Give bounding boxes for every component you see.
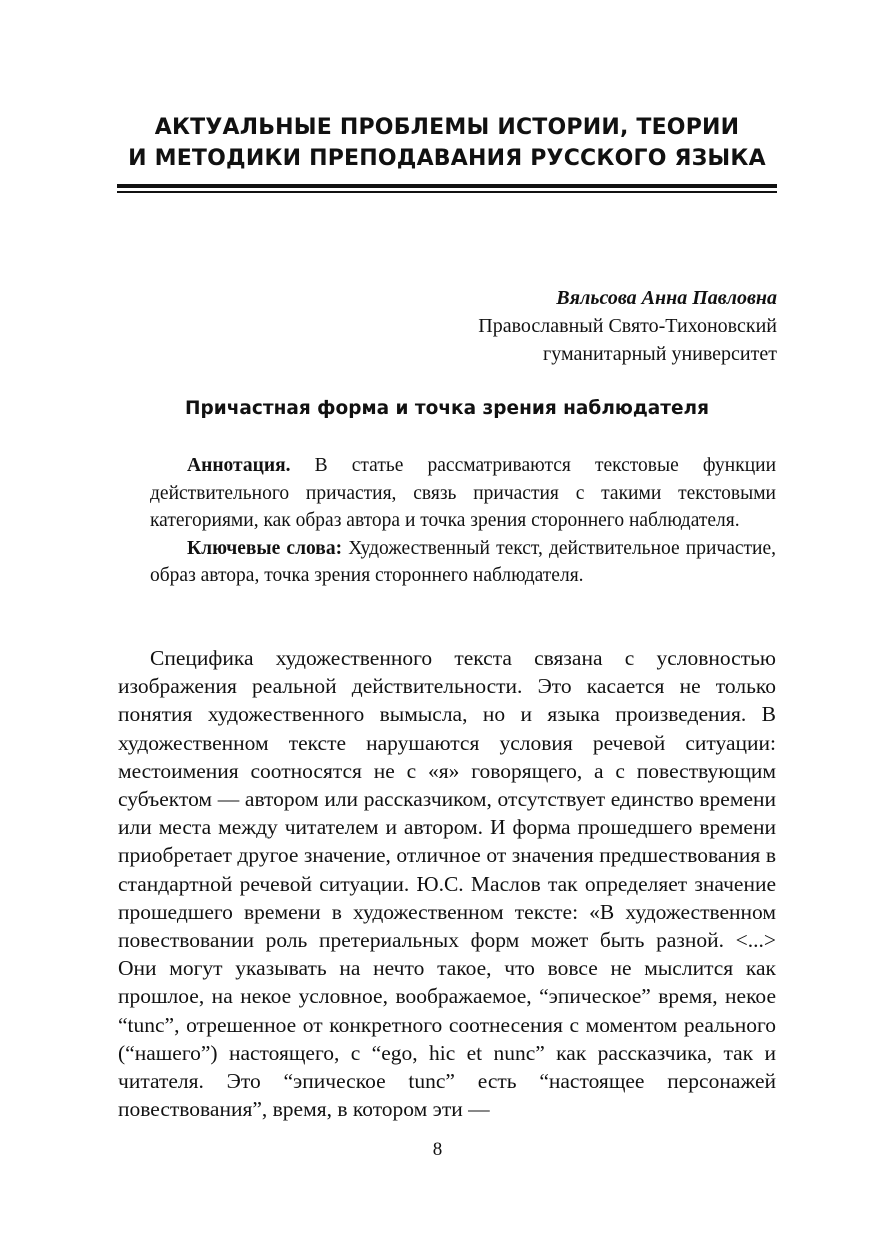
section-header-line-1: АКТУАЛЬНЫЕ ПРОБЛЕМЫ ИСТОРИИ, ТЕОРИИ — [154, 115, 740, 140]
header-rule-thick — [117, 184, 777, 188]
author-block — [277, 284, 777, 368]
body-paragraph-1: Специфика художественного текста связана с условностью изображения реальной действительности. Это касается не только понятия художественного вымысла, но и языка произведения. В художественном тексте нарушаются условия речевой ситуации: местоимения соотносятся не с «я» говорящего, а с повествующим субъектом — автором или рассказчиком, отсутствует единство времени или места между читателем и автором. И форма прошедшего времени приобретает другое значение, отличное от значения предшествования в стандартной речевой ситуации. Ю.С. Маслов так определяет значение прошедшего времени в художественном тексте: «В художественном повествовании роль претериальных форм может быть разной. <...> Они могут указывать на нечто такое, что вовсе не мыслится как прошлое, на некое условное, воображаемое, “эпическое” время, некое “tunc”, отрешенное от конкретного соотнесения с моментом реального (“нашего”) настоящего, с “ego, hic et nunc” как рассказчика, так и читателя. Это “эпическое tunc” есть “настоящее персонажей повествования”, время, в котором эти — — [118, 646, 776, 1122]
abstract-label: Аннотация. — [187, 455, 291, 476]
keywords-label: Ключевые слова: — [187, 537, 343, 559]
author-affiliation-line-1: Православный Свято-Тихоновский — [478, 315, 777, 337]
abstract-paragraph — [150, 452, 776, 535]
section-header — [118, 112, 776, 174]
body-text — [118, 644, 776, 1123]
article-title: Причастная форма и точка зрения наблюдателя — [185, 398, 709, 419]
page-number: 8 — [432, 1139, 443, 1160]
keywords-paragraph — [150, 535, 776, 590]
author-affiliation-line-2: гуманитарный университет — [543, 343, 777, 365]
header-rule-thin — [117, 191, 777, 193]
abstract-block — [150, 452, 776, 590]
abstract-text: В статье рассматриваются текстовые функции действительного причастия, связь причастия с такими текстовыми категориями, как образ автора и точка зрения стороннего наблюдателя. — [150, 455, 777, 531]
keywords-text: Художественный текст, действительное причастие, образ автора, точка зрения стороннего наблюдателя. — [150, 537, 777, 586]
author-name: Вяльсова Анна Павловна — [556, 287, 777, 309]
section-header-line-2: И МЕТОДИКИ ПРЕПОДАВАНИЯ РУССКОГО ЯЗЫКА — [128, 146, 766, 171]
